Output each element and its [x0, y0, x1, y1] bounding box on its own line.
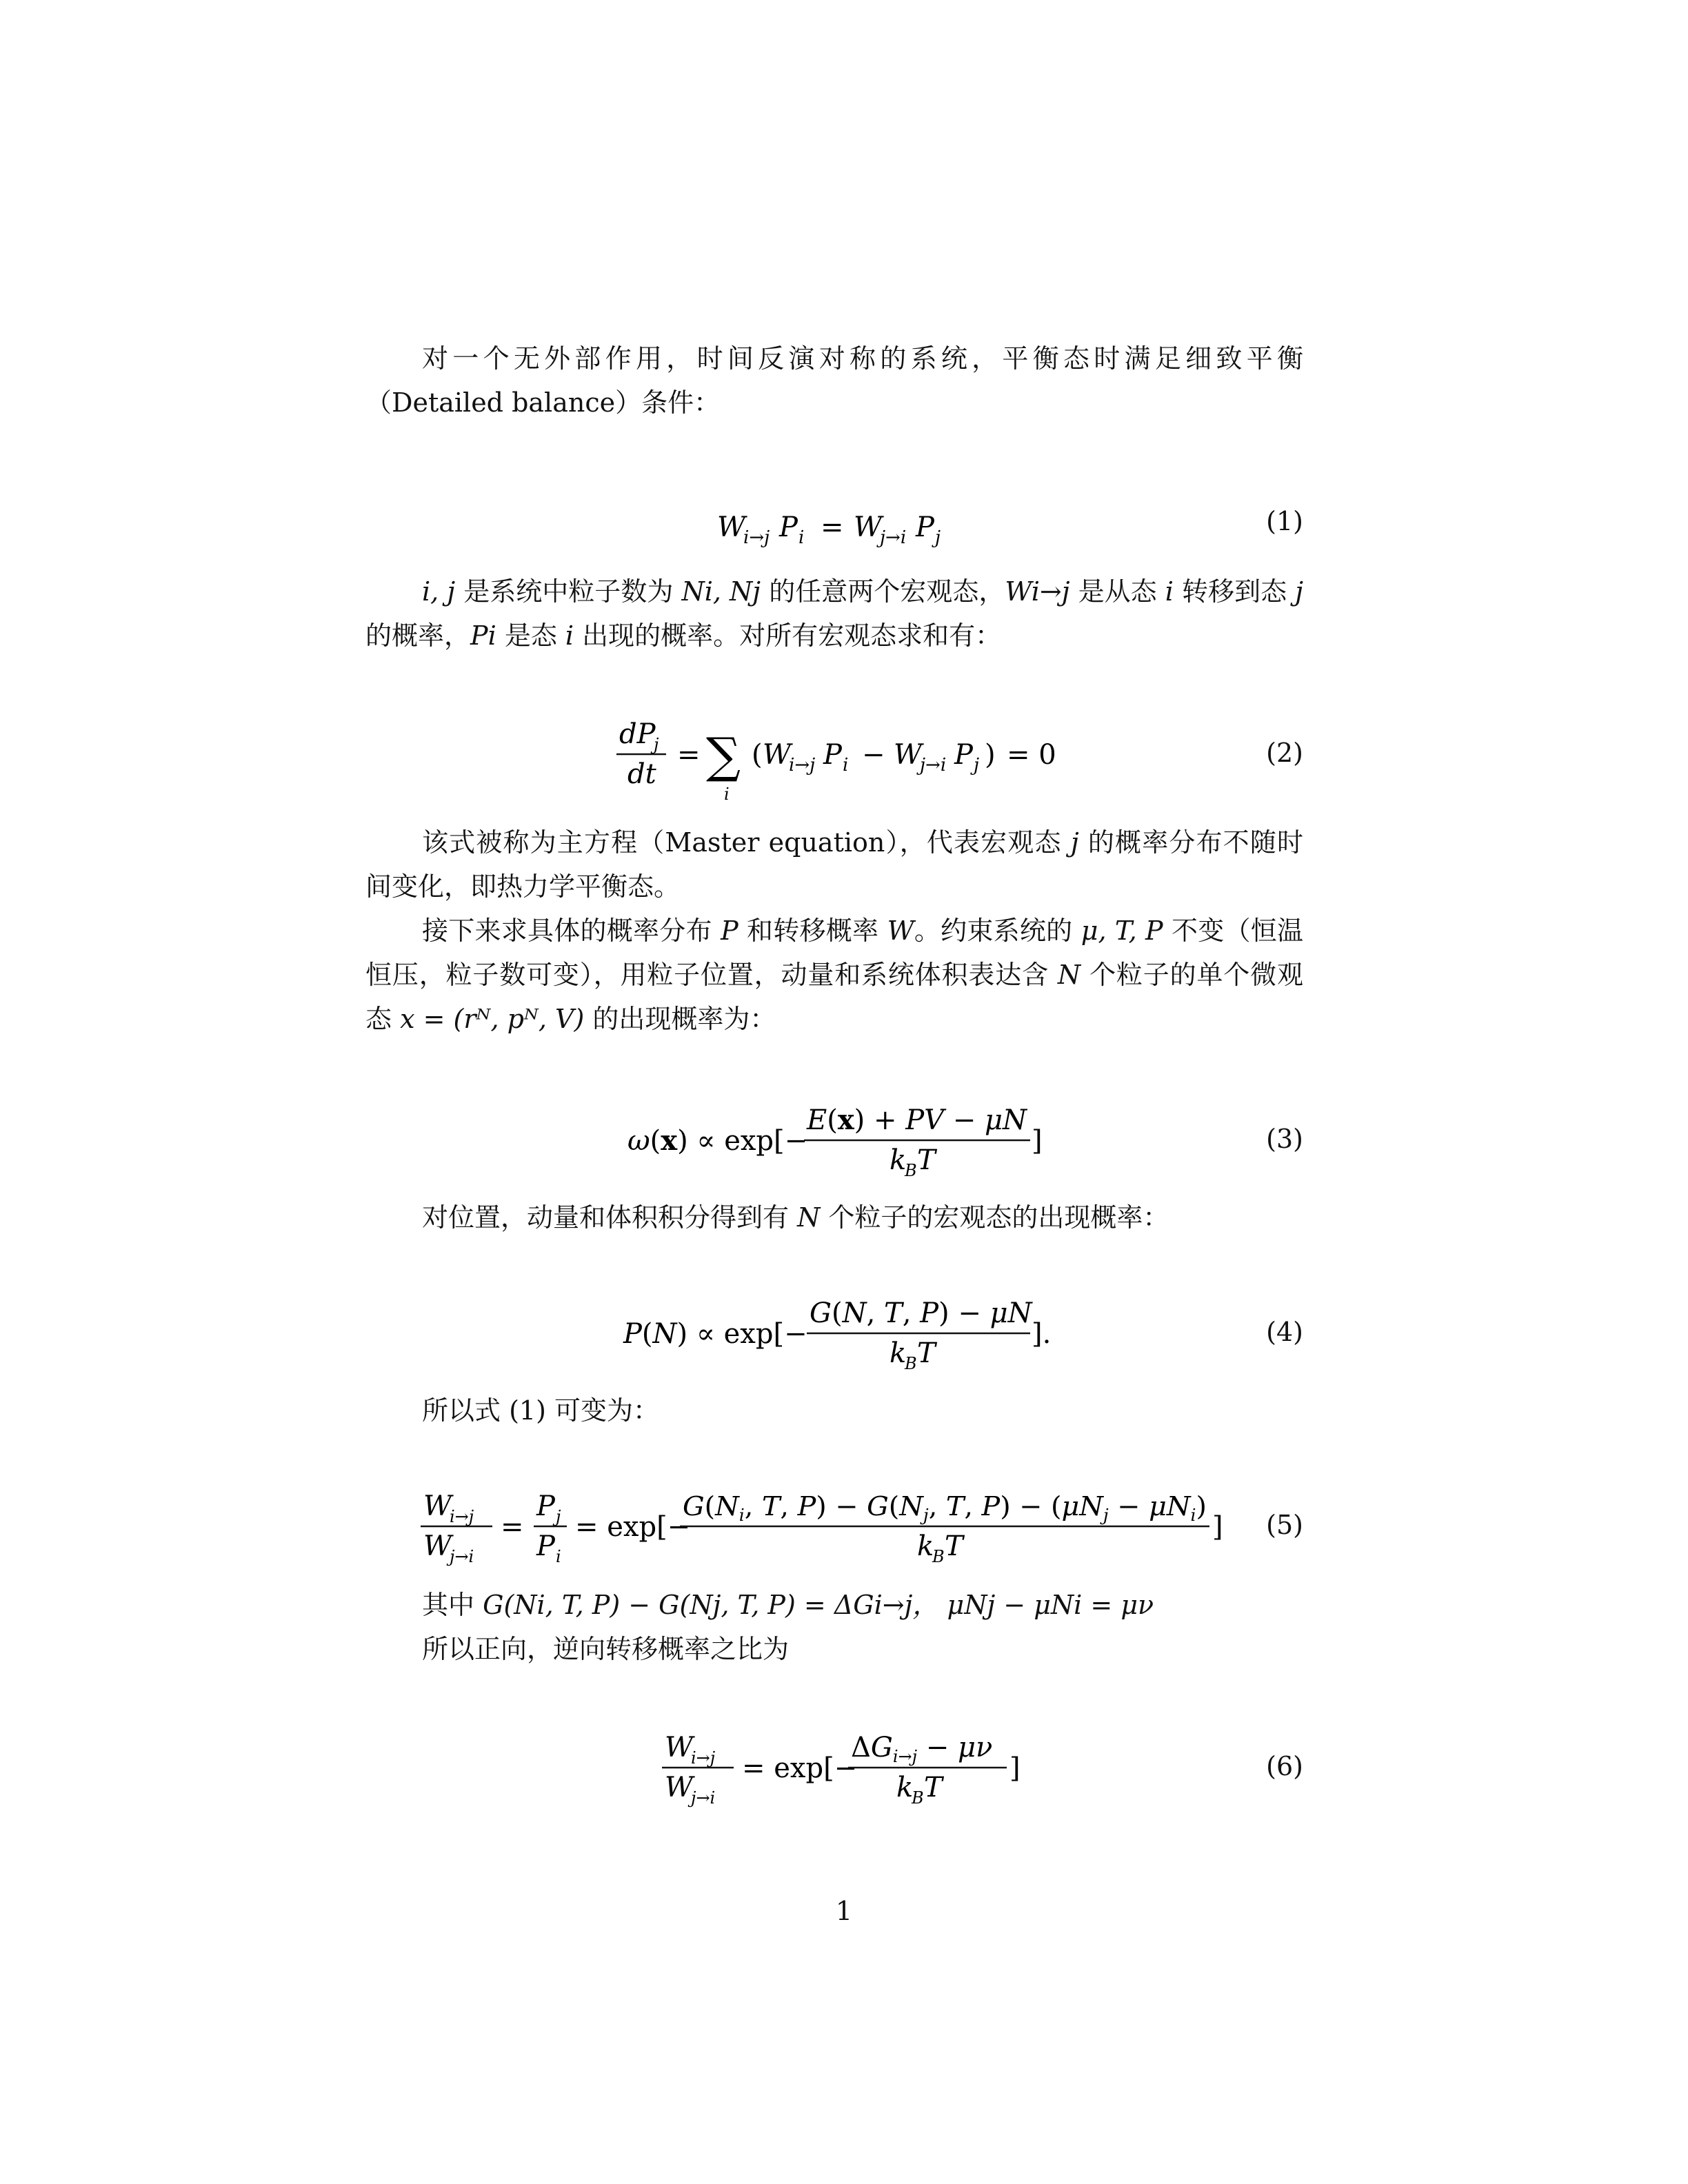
- svg-text:G(N, T, P) − μN: G(N, T, P) − μN: [810, 1297, 1032, 1329]
- svg-text:i→j: i→j: [450, 1507, 474, 1526]
- svg-text:W: W: [423, 1490, 452, 1522]
- svg-text:i→j: i→j: [743, 527, 770, 548]
- svg-text:P: P: [779, 512, 798, 543]
- svg-text:P(N) ∝ exp[−: P(N) ∝ exp[−: [623, 1318, 807, 1350]
- svg-text:P: P: [954, 739, 973, 771]
- svg-text:T: T: [924, 1772, 943, 1803]
- svg-text:j→i: j→i: [450, 1547, 474, 1566]
- svg-text:].: ].: [1032, 1318, 1052, 1350]
- svg-text:k: k: [917, 1530, 934, 1562]
- svg-text:T: T: [945, 1530, 963, 1562]
- svg-text:T: T: [917, 1337, 936, 1369]
- svg-text:k: k: [890, 1144, 907, 1176]
- svg-text:=: =: [821, 512, 844, 543]
- paragraph-master-equation: 该式被称为主方程（Master equation），代表宏观态 j 的概率分布不随时间变化，即热力学平衡态。: [365, 827, 1303, 902]
- svg-text:=: =: [677, 739, 701, 771]
- svg-text:j→i: j→i: [920, 755, 947, 776]
- svg-text:W: W: [665, 1732, 694, 1763]
- svg-text:P: P: [823, 739, 842, 771]
- equation-4: [365, 1289, 1303, 1379]
- equation-2-math: [365, 710, 1303, 807]
- svg-text:]: ]: [1032, 1125, 1043, 1157]
- equation-5: [365, 1482, 1303, 1572]
- equation-5-number: (5): [1266, 1510, 1303, 1540]
- equation-3-number: (3): [1266, 1124, 1303, 1154]
- svg-text:B: B: [912, 1788, 924, 1808]
- equation-1-number: (1): [1266, 506, 1303, 536]
- svg-text:k: k: [896, 1772, 914, 1803]
- equation-3-math: [365, 1096, 1303, 1186]
- svg-text:dt: dt: [627, 758, 656, 790]
- equation-4-number: (4): [1266, 1317, 1303, 1347]
- svg-text:j: j: [974, 755, 980, 776]
- equation-3: [365, 1096, 1303, 1186]
- svg-text:dP: dP: [619, 718, 656, 750]
- equation-1-math: [365, 496, 1303, 552]
- svg-text:i: i: [798, 527, 805, 548]
- svg-text:W: W: [763, 739, 792, 771]
- paragraph-where: 其中 G(Ni, T, P) − G(Nj, T, P) = ΔGi→j， μNj − μNi = μν: [422, 1590, 1154, 1620]
- svg-text:j: j: [556, 1507, 561, 1526]
- svg-text:P: P: [536, 1490, 555, 1522]
- svg-text:G(Ni, T, P) − G(Nj, T, P) − (μ: $G(N_i$, T, $P) - G(N_j$, T, P) − (μN $_j$ − μN $_i$): [683, 1491, 1207, 1525]
- svg-text:j→i: j→i: [691, 1788, 716, 1808]
- svg-text:P: P: [916, 512, 934, 543]
- svg-text:=: =: [501, 1511, 524, 1543]
- equation-6: [365, 1723, 1303, 1813]
- svg-text:ΔGi→j − μν: $\Delta G_{i\to j} - \mu\nu$: [851, 1732, 993, 1766]
- paragraph-detailed-balance-intro: 对一个无外部作用，时间反演对称的系统，平衡态时满足细致平衡（Detailed balance）条件：: [365, 343, 1303, 418]
- svg-text:i→j: i→j: [691, 1748, 716, 1768]
- equation-5-math: [365, 1482, 1303, 1572]
- paragraph-integration: 对位置，动量和体积积分得到有 N 个粒子的宏观态的出现概率：: [422, 1202, 1169, 1233]
- svg-text:= 0: = 0: [1007, 739, 1056, 771]
- paragraph-probability-distribution: 接下来求具体的概率分布 P 和转移概率 W。约束系统的 μ, T, P 不变（恒温恒压，粒子数可变），用粒子位置，动量和系统体积表达含 N 个粒子的单个微观态 x = (rᴺ, pᴺ, V) 的出现概率为：: [365, 916, 1303, 1034]
- svg-text:j: j: [654, 735, 659, 754]
- svg-text:= exp[−: = exp[−: [742, 1752, 858, 1784]
- svg-text:]: ]: [1212, 1511, 1223, 1543]
- equation-4-math: [365, 1289, 1303, 1379]
- svg-text:]: ]: [1009, 1752, 1021, 1784]
- svg-text:B: B: [905, 1161, 917, 1180]
- svg-text:i: i: [843, 755, 849, 776]
- svg-text:W: W: [423, 1530, 452, 1562]
- svg-text:j: j: [935, 527, 941, 548]
- svg-text:W: W: [665, 1772, 694, 1803]
- paragraph-states-definition: i, j 是系统中粒子数为 Ni, Nj 的任意两个宏观态，Wi→j 是从态 i 转移到态 j 的概率，Pi 是态 i 出现的概率。对所有宏观态求和有：: [365, 576, 1303, 651]
- paragraph-transform: 所以式 (1) 可变为：: [422, 1395, 659, 1426]
- page-number: 1: [835, 1896, 853, 1926]
- equation-1: [365, 496, 1303, 552]
- equation-2-number: (2): [1266, 738, 1303, 768]
- svg-text:): ): [985, 739, 996, 771]
- svg-text:E(x) + PV − μN: E(x) + PV − μN: [807, 1104, 1027, 1136]
- equation-6-number: (6): [1266, 1751, 1303, 1781]
- equation-2: [365, 710, 1303, 807]
- svg-text:∑: ∑: [706, 727, 741, 784]
- equation-6-math: [365, 1723, 1303, 1813]
- svg-text:(: (: [752, 739, 763, 771]
- svg-text:k: k: [890, 1337, 907, 1369]
- svg-text:T: T: [917, 1144, 936, 1176]
- svg-text:i: i: [724, 785, 730, 804]
- svg-text:B: B: [932, 1547, 945, 1566]
- svg-text:i→j: i→j: [789, 755, 816, 776]
- paragraph-ratio: 所以正向，逆向转移概率之比为: [422, 1634, 790, 1664]
- svg-text:= exp[−: = exp[−: [575, 1511, 691, 1543]
- svg-text:P: P: [536, 1530, 555, 1562]
- svg-text:j→i: j→i: [880, 527, 907, 548]
- svg-text:B: B: [905, 1354, 917, 1373]
- svg-text:ω(x) ∝ exp[−: ω(x) ∝ exp[−: [627, 1124, 808, 1157]
- svg-text:W: W: [854, 512, 883, 543]
- svg-text:i: i: [556, 1547, 561, 1566]
- document-page: [365, 0, 1303, 2184]
- svg-text:−: −: [862, 739, 885, 771]
- svg-text:W: W: [894, 739, 923, 771]
- svg-text:W: W: [717, 512, 746, 543]
